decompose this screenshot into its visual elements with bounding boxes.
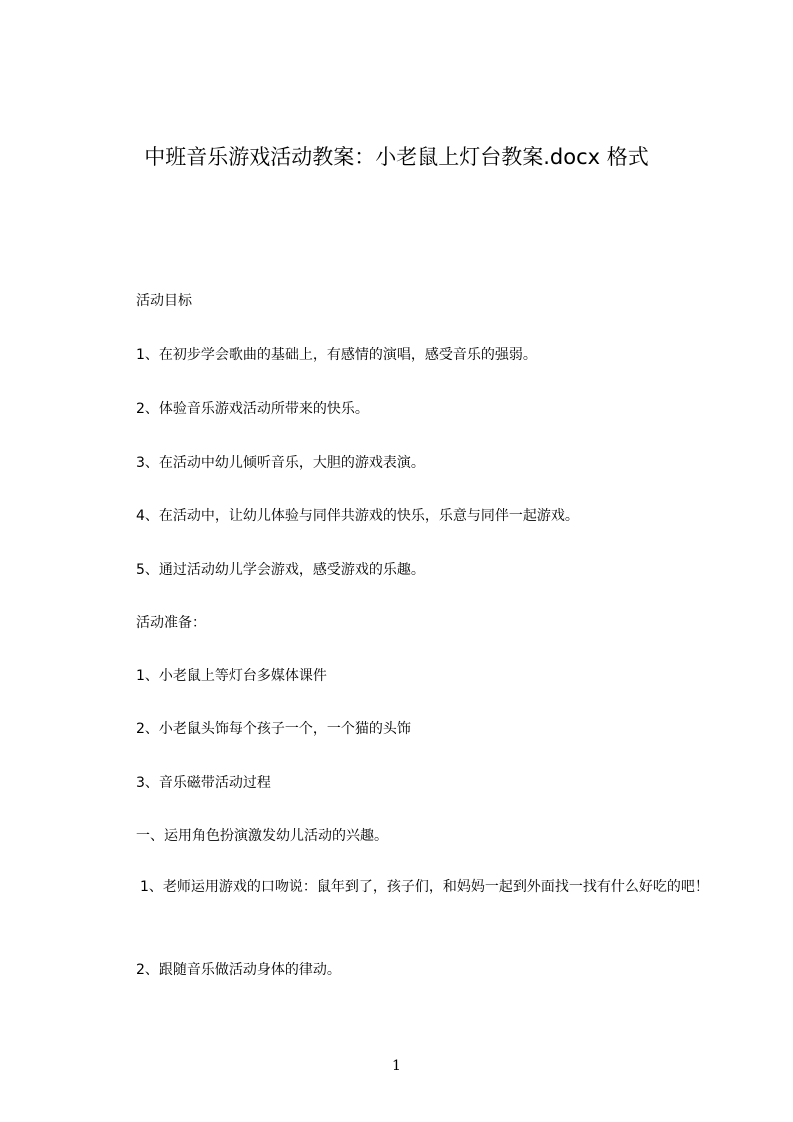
paragraph-goal-2: 2、体验音乐游戏活动所带来的快乐。 — [136, 401, 369, 417]
paragraph-prep-1: 1、小老鼠上等灯台多媒体课件 — [136, 668, 327, 684]
paragraph-section-1-heading: 一、运用角色扮演激发幼儿活动的兴趣。 — [136, 828, 388, 844]
paragraph-goal-4: 4、在活动中，让幼儿体验与同伴共游戏的快乐，乐意与同伴一起游戏。 — [136, 508, 579, 524]
document-title: 中班音乐游戏活动教案：小老鼠上灯台教案.docx 格式 — [144, 145, 649, 169]
paragraph-goal-5: 5、通过活动幼儿学会游戏，感受游戏的乐趣。 — [136, 562, 425, 578]
paragraph-goal-3: 3、在活动中幼儿倾听音乐，大胆的游戏表演。 — [136, 455, 425, 471]
paragraph-prep-2: 2、小老鼠头饰每个孩子一个，一个猫的头饰 — [136, 721, 411, 737]
paragraph-step-2: 2、跟随音乐做活动身体的律动。 — [136, 962, 341, 978]
paragraph-prep-3: 3、音乐磁带活动过程 — [136, 775, 271, 791]
paragraph-goal-1: 1、在初步学会歌曲的基础上，有感情的演唱，感受音乐的强弱。 — [136, 347, 537, 363]
paragraph-step-1: 1、老师运用游戏的口吻说：鼠年到了，孩子们，和妈妈一起到外面找一找有什么好吃的吧！ — [140, 879, 709, 895]
page-number: 1 — [392, 1058, 401, 1074]
paragraph-activity-goals-heading: 活动目标 — [136, 293, 192, 309]
paragraph-preparation-heading: 活动准备： — [136, 615, 206, 631]
